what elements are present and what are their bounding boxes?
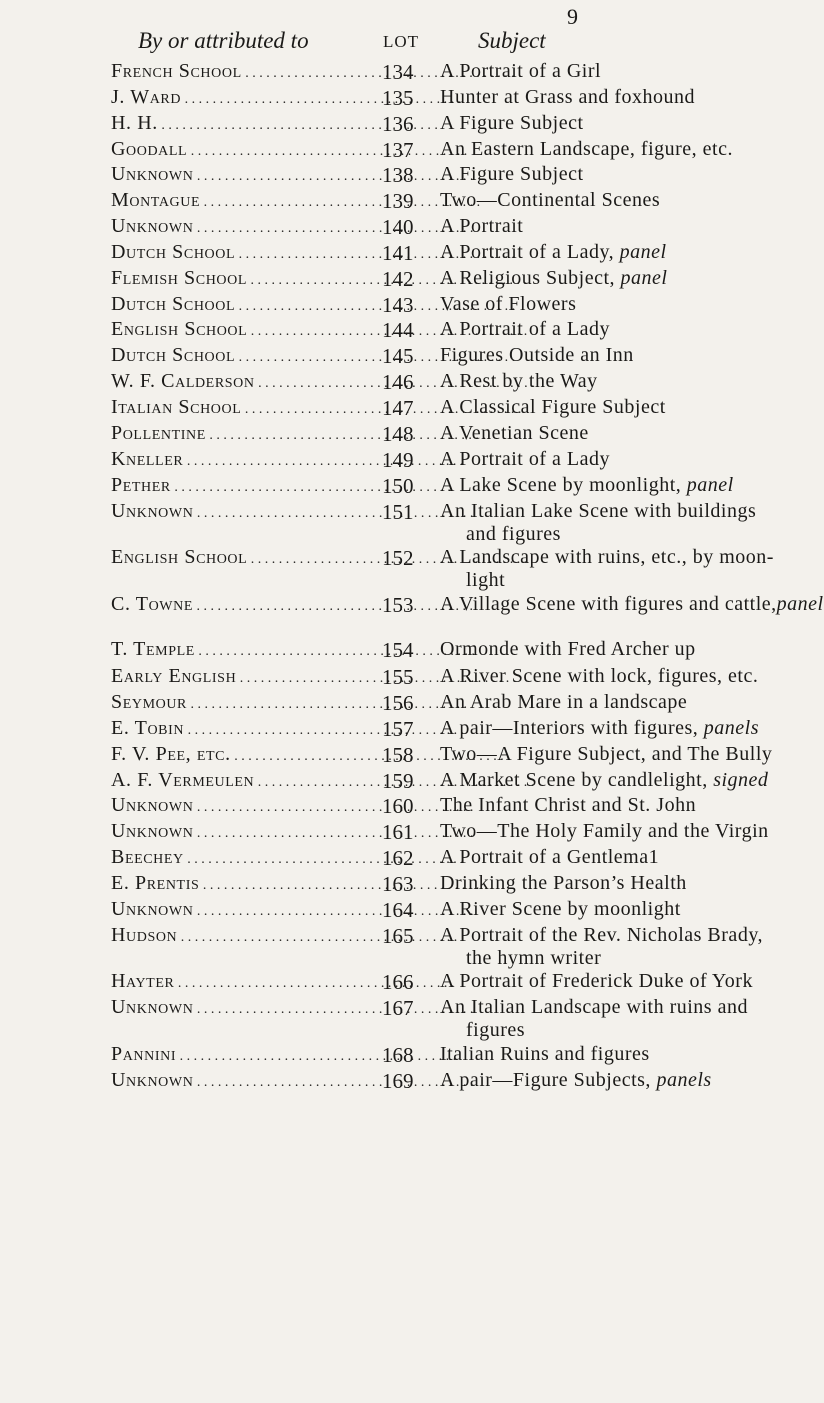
entry-lot-number: 152: [382, 546, 414, 570]
entry-artist: Unknown . . .: [111, 500, 371, 523]
catalogue-entry: [0, 769, 801, 797]
entry-artist: C. Towne . . .: [111, 593, 371, 616]
entry-lot-number: 164: [382, 898, 414, 922]
entry-subject: [440, 546, 790, 592]
entry-subject: [440, 794, 790, 817]
entry-artist: Dutch School . . .: [111, 293, 371, 316]
entry-subject-text: Ormonde with Fred Archer up: [440, 638, 696, 660]
catalogue-entry: [0, 546, 801, 591]
entry-artist: Goodall . . .: [111, 138, 371, 161]
entry-subject: [440, 370, 790, 393]
entry-artist: Seymour . . .: [111, 691, 371, 714]
entry-subject-medium: panels: [703, 717, 759, 739]
catalogue-entry: [0, 422, 801, 450]
catalogue-entry: [0, 924, 801, 969]
catalogue-entry: [0, 241, 801, 269]
entry-subject: [440, 241, 790, 264]
entry-subject-text: A Lake Scene by moonlight,: [440, 474, 687, 496]
entry-artist: Pether . . .: [111, 474, 371, 497]
entry-lot-number: 150: [382, 474, 414, 498]
entry-lot-number: 134: [382, 60, 414, 84]
catalogue-entry: [0, 872, 801, 900]
entry-subject-text: A pair—Figure Subjects,: [440, 1069, 657, 1091]
catalogue-entry: [0, 996, 801, 1041]
entry-subject-text: Hunter at Grass and foxhound: [440, 86, 696, 108]
entry-subject-text: A Portrait of a Gentlema1: [440, 846, 660, 868]
entry-artist: English School . . .: [111, 318, 371, 341]
entry-subject: [440, 638, 790, 661]
entry-subject-text: Figures Outside an Inn: [440, 344, 634, 366]
catalogue-entry: [0, 970, 801, 998]
entry-subject: [440, 163, 790, 186]
entry-subject-text: A Portrait of Frederick Duke of York: [440, 970, 753, 992]
entry-subject-text: A Portrait: [440, 215, 524, 237]
catalogue-entry: [0, 665, 801, 693]
lot-column-header: LOT: [383, 32, 420, 51]
entry-subject-text: A River Scene with lock, figures, etc.: [440, 665, 759, 687]
entry-artist: Unknown . . .: [111, 215, 371, 238]
entry-artist: Unknown . . .: [111, 996, 371, 1019]
entry-subject-text: A Portrait of a Girl: [440, 60, 602, 82]
entry-subject-text: A pair—Interiors with figures,: [440, 717, 704, 739]
entry-subject-continuation: and figures: [466, 523, 561, 545]
entry-subject-text: Drinking the Parson’s Health: [440, 872, 687, 894]
catalogue-entry: [0, 163, 801, 191]
catalogue-entry: [0, 293, 801, 321]
entry-artist: Unknown . . .: [111, 1069, 371, 1092]
entry-lot-number: 145: [382, 344, 414, 368]
entry-subject: [440, 846, 790, 869]
catalogue-entry: [0, 898, 801, 926]
entry-lot-number: 166: [382, 970, 414, 994]
entry-lot-number: 169: [382, 1069, 414, 1093]
entry-subject-text: A Rest by the Way: [440, 370, 598, 392]
entry-subject-text: A Portrait of a Lady,: [440, 241, 620, 263]
entry-subject: [440, 924, 790, 970]
entry-subject: [440, 500, 790, 546]
entry-lot-number: 146: [382, 370, 414, 394]
entry-artist: Unknown . . .: [111, 163, 371, 186]
entry-artist: T. Temple . . .: [111, 638, 371, 661]
entry-artist: Dutch School . . .: [111, 241, 371, 264]
entry-subject-text: Vase of Flowers: [440, 293, 577, 315]
entry-subject-text: The Infant Christ and St. John: [440, 794, 697, 816]
entry-lot-number: 161: [382, 820, 414, 844]
entry-lot-number: 162: [382, 846, 414, 870]
artist-column-header: By or attributed to: [138, 28, 309, 53]
entry-subject: [440, 1043, 790, 1066]
entry-artist: Pannini . . .: [111, 1043, 371, 1066]
entry-subject: [440, 318, 790, 341]
catalogue-entry: [0, 112, 801, 140]
entry-subject: [440, 474, 790, 497]
entry-lot-number: 137: [382, 138, 414, 162]
entry-subject-text: A Portrait of a Lady: [440, 318, 610, 340]
entry-artist: Early English . . .: [111, 665, 371, 688]
entry-subject-medium: panel: [620, 267, 668, 289]
catalogue-entry: [0, 743, 801, 771]
entry-lot-number: 163: [382, 872, 414, 896]
catalogue-entry: [0, 794, 801, 822]
catalogue-entry: [0, 638, 801, 666]
entry-lot-number: 168: [382, 1043, 414, 1067]
entry-subject: [440, 996, 790, 1042]
entry-artist: F. V. Pee, etc. . . .: [111, 743, 371, 766]
entry-subject: [440, 293, 790, 316]
catalogue-entry: [0, 717, 801, 745]
entry-subject-medium: signed: [713, 769, 769, 791]
entry-lot-number: 144: [382, 318, 414, 342]
catalogue-entry: [0, 1069, 801, 1097]
entry-lot-number: 140: [382, 215, 414, 239]
entry-lot-number: 135: [382, 86, 414, 110]
catalogue-entry: [0, 60, 801, 88]
catalogue-entry: [0, 138, 801, 166]
entry-subject: [440, 448, 790, 471]
catalogue-entry: [0, 370, 801, 398]
entry-lot-number: 157: [382, 717, 414, 741]
subject-column-header: Subject: [478, 28, 546, 53]
page-number: 9: [567, 4, 578, 29]
entry-subject: [440, 189, 790, 212]
entry-subject: [440, 820, 790, 843]
entry-artist: Flemish School . . .: [111, 267, 371, 290]
catalogue-entry: [0, 820, 801, 848]
entry-subject: [440, 872, 790, 895]
catalogue-entry: [0, 846, 801, 874]
entry-subject-continuation: the hymn writer: [466, 947, 602, 969]
catalogue-entry: [0, 215, 801, 243]
entry-subject: [440, 112, 790, 135]
entry-lot-number: 142: [382, 267, 414, 291]
entry-subject: [440, 898, 790, 921]
entry-artist: W. F. Calderson . . .: [111, 370, 371, 393]
catalogue-entry: [0, 86, 801, 114]
entry-lot-number: 167: [382, 996, 414, 1020]
entry-subject-text: An Italian Lake Scene with buildings: [440, 500, 757, 522]
catalogue-entry: [0, 448, 801, 476]
catalogue-entry: [0, 189, 801, 217]
entry-subject-text: Two—A Figure Subject, and The Bully: [440, 743, 773, 765]
entry-artist: E. Tobin . . .: [111, 717, 371, 740]
entry-lot-number: 158: [382, 743, 414, 767]
entry-subject: [440, 344, 790, 367]
entry-subject: [440, 215, 790, 238]
entry-subject: [440, 267, 790, 290]
catalogue-entry: [0, 500, 801, 545]
entry-subject: [440, 743, 790, 766]
entry-subject: [440, 593, 824, 616]
entry-subject-text: A Figure Subject: [440, 112, 584, 134]
entry-artist: E. Prentis . . .: [111, 872, 371, 895]
catalogue-entry: [0, 593, 824, 621]
entry-artist: Montague . . .: [111, 189, 371, 212]
entry-subject-text: A Venetian Scene: [440, 422, 589, 444]
entry-lot-number: 139: [382, 189, 414, 213]
entry-lot-number: 159: [382, 769, 414, 793]
catalogue-entry: [0, 691, 801, 719]
entry-artist: Italian School . . .: [111, 396, 371, 419]
catalogue-entry: [0, 318, 801, 346]
entry-subject-text: A River Scene by moonlight: [440, 898, 681, 920]
catalogue-entry: [0, 474, 801, 502]
entry-lot-number: 160: [382, 794, 414, 818]
entry-lot-number: 153: [382, 593, 414, 617]
catalogue-entry: [0, 396, 801, 424]
entry-lot-number: 143: [382, 293, 414, 317]
entry-subject-text: A Portrait of a Lady: [440, 448, 610, 470]
entry-subject-text: Two—Continental Scenes: [440, 189, 661, 211]
entry-lot-number: 138: [382, 163, 414, 187]
entry-artist: Kneller . . .: [111, 448, 371, 471]
entry-subject-text: A Village Scene with figures and cattle,: [440, 593, 777, 615]
entry-subject: [440, 769, 790, 792]
entry-subject: [440, 86, 790, 109]
entry-lot-number: 151: [382, 500, 414, 524]
entry-artist: French School . . .: [111, 60, 371, 83]
entry-subject-text: A Classical Figure Subject: [440, 396, 666, 418]
entry-lot-number: 148: [382, 422, 414, 446]
entry-lot-number: 141: [382, 241, 414, 265]
catalogue-entry: [0, 267, 801, 295]
entry-subject-continuation: figures: [466, 1019, 526, 1041]
entry-subject-medium: panels: [656, 1069, 712, 1091]
entry-subject-text: Italian Ruins and figures: [440, 1043, 650, 1065]
entry-artist: H. H. . . .: [111, 112, 371, 135]
entry-artist: Unknown . . .: [111, 794, 371, 817]
entry-lot-number: 165: [382, 924, 414, 948]
entry-lot-number: 136: [382, 112, 414, 136]
entry-subject-text: A Portrait of the Rev. Nicholas Brady,: [440, 924, 764, 946]
entry-artist: A. F. Vermeulen . . .: [111, 769, 371, 792]
entry-subject: [440, 665, 790, 688]
entry-subject: [440, 1069, 790, 1092]
entry-subject: [440, 422, 790, 445]
entry-subject-text: A Figure Subject: [440, 163, 584, 185]
entry-lot-number: 155: [382, 665, 414, 689]
catalogue-entry: [0, 1043, 801, 1071]
entry-artist: Pollentine . . .: [111, 422, 371, 445]
entry-artist: Unknown . . .: [111, 898, 371, 921]
entry-subject-text: An Arab Mare in a landscape: [440, 691, 688, 713]
entry-artist: J. Ward . . .: [111, 86, 371, 109]
entry-artist: Unknown . . .: [111, 820, 371, 843]
entry-artist: Hayter . . .: [111, 970, 371, 993]
entry-subject-text: An Eastern Landscape, figure, etc.: [440, 138, 733, 160]
entry-subject: [440, 691, 790, 714]
entry-subject: [440, 138, 790, 161]
entry-artist: Dutch School . . .: [111, 344, 371, 367]
entry-lot-number: 156: [382, 691, 414, 715]
entry-subject-text: Two—The Holy Family and the Virgin: [440, 820, 769, 842]
entry-subject: [440, 60, 790, 83]
entry-subject-text: A Market Scene by candlelight,: [440, 769, 714, 791]
entry-subject-text: A Landscape with ruins, etc., by moon-: [440, 546, 774, 568]
entry-subject-medium: panel: [686, 474, 734, 496]
entry-subject-medium: panel: [619, 241, 667, 263]
entry-artist: Hudson . . .: [111, 924, 371, 947]
entry-lot-number: 149: [382, 448, 414, 472]
entry-artist: Beechey . . .: [111, 846, 371, 869]
entry-subject-text: A Religious Subject,: [440, 267, 621, 289]
entry-artist: English School . . .: [111, 546, 371, 569]
entry-subject-text: An Italian Landscape with ruins and: [440, 996, 748, 1018]
entry-subject: [440, 970, 790, 993]
entry-lot-number: 154: [382, 638, 414, 662]
entry-subject-medium: panel: [776, 593, 824, 615]
entry-subject: [440, 717, 790, 740]
entry-subject: [440, 396, 790, 419]
catalogue-entry: [0, 344, 801, 372]
entry-lot-number: 147: [382, 396, 414, 420]
entry-subject-continuation: light: [466, 569, 506, 591]
